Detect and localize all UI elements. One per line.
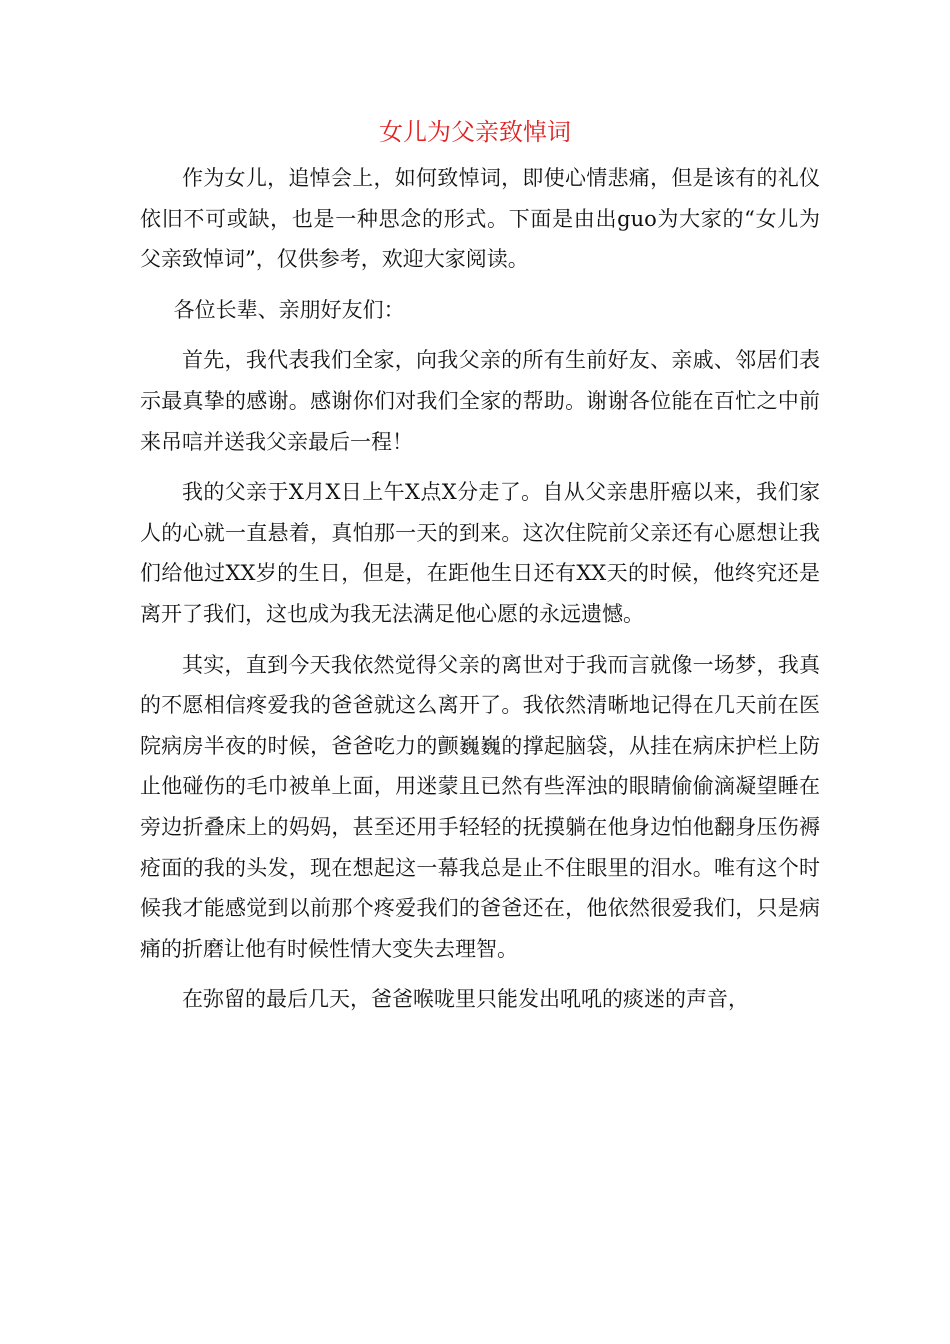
salutation-paragraph: 各位长辈、亲朋好友们： [173,297,405,322]
final-days-paragraph: 在弥留的最后几天，爸爸喉咙里只能发出吼吼的痰迷的声音， [182,987,749,1012]
memory-paragraph: 其实，直到今天我依然觉得父亲的离世对于我而言就像一场梦，我真的不愿相信疼爱我的爸爸就这么离开了。我依然清晰地记得在几天前在医院病房半夜的时候，爸爸吃力的颤巍巍的撑起脑袋，从挂在病床护栏上防止他碰伤的毛巾被单上面，用迷蒙且已然有些浑浊的眼睛偷偷滴凝望睡在旁边折叠床上的妈妈，甚至还用手轻轻的抚摸躺在他身边怕他翻身压伤褥疮面的我的头发，现在想起这一幕我总是止不住眼里的泪水。唯有这个时候我才能感觉到以前那个疼爱我们的爸爸还在，他依然很爱我们，只是病痛的折磨让他有时候性情大变失去理智。 [140,652,820,961]
thanks-paragraph: 首先，我代表我们全家，向我父亲的所有生前好友、亲戚、邻居们表示最真挚的感谢。感谢你们对我们全家的帮助。谢谢各位能在百忙之中前来吊唁并送我父亲最后一程！ [140,348,820,454]
passing-paragraph: 我的父亲于X月X日上午X点X分走了。自从父亲患肝癌以来，我们家人的心就一直悬着，真怕那一天的到来。这次住院前父亲还有心愿想让我们给他过XX岁的生日，但是，在距他生日还有XX天的时候，他终究还是离开了我们，这也成为我无法满足他心愿的永远遗憾。 [140,480,820,626]
document-title: 女儿为父亲致悼词 [379,118,571,146]
document-body [140,158,820,1030]
intro-paragraph: 作为女儿，追悼会上，如何致悼词，即使心情悲痛，但是该有的礼仪依旧不可或缺，也是一种思念的形式。下面是由出guo为大家的“女儿为父亲致悼词”，仅供参考，欢迎大家阅读。 [140,166,820,272]
